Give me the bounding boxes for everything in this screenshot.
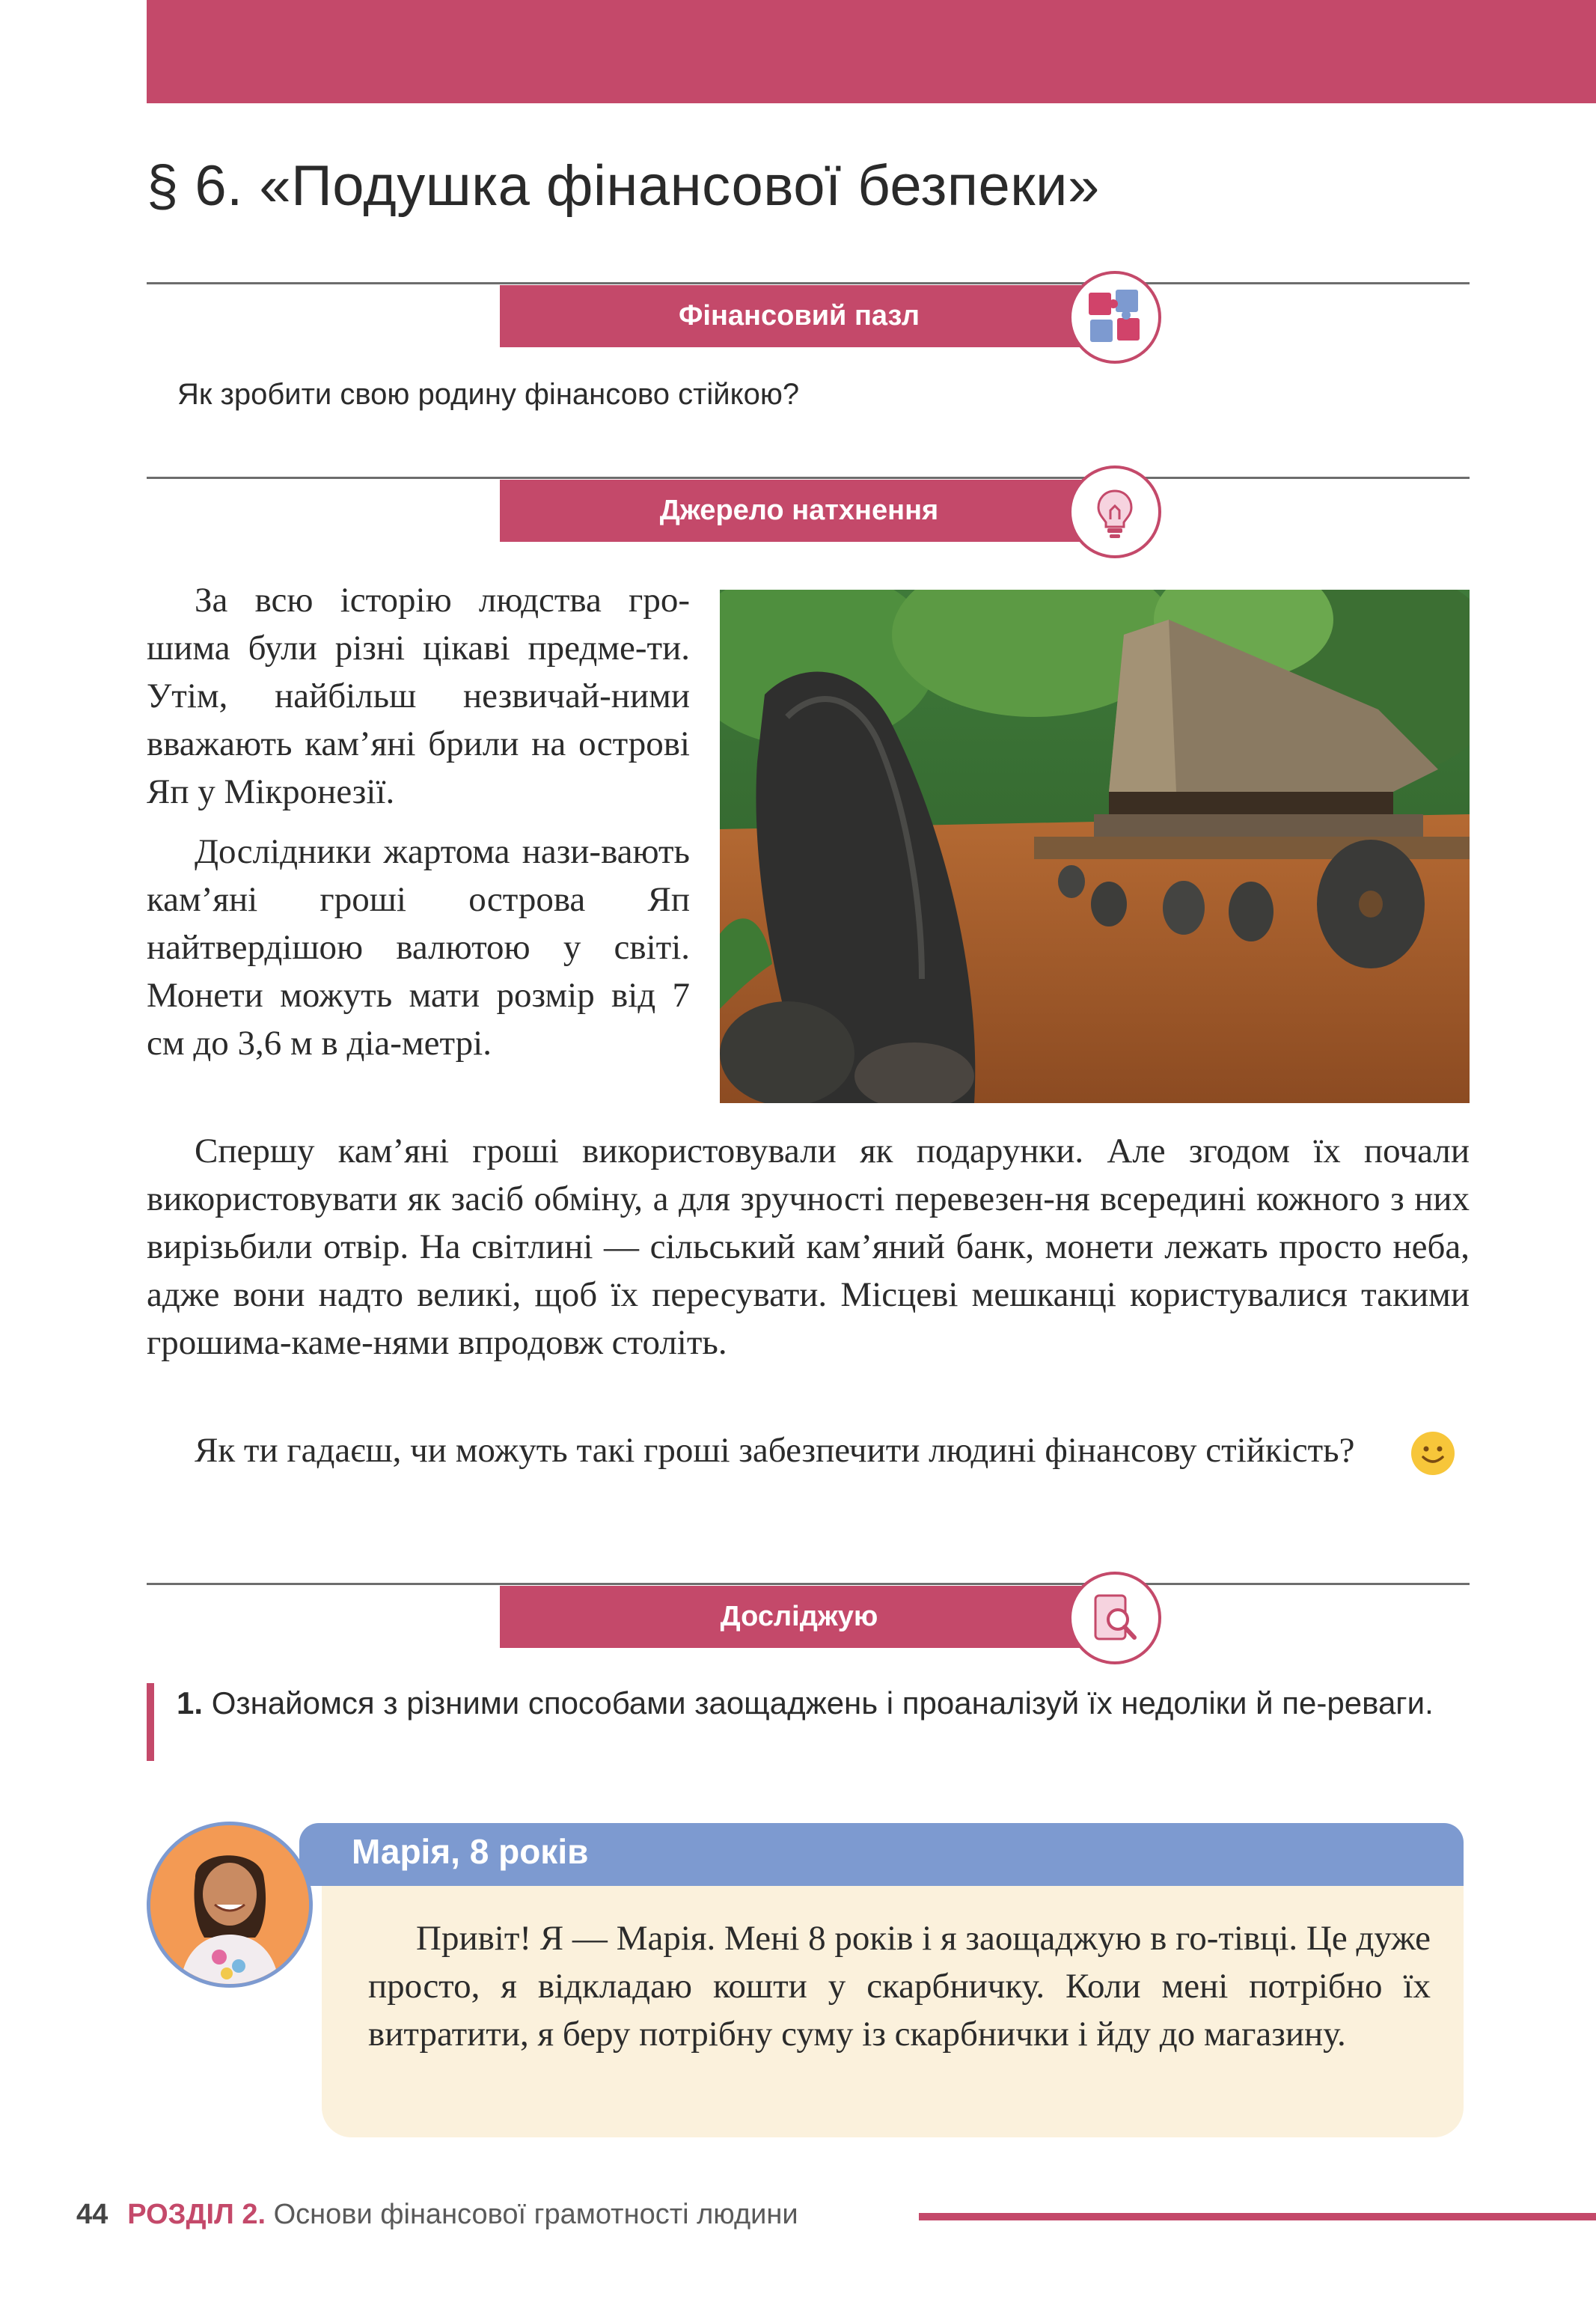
section-label: Досліджую [720, 1601, 878, 1632]
section-label: Фінансовий пазл [678, 300, 920, 332]
section-label: Джерело натхнення [659, 495, 939, 526]
section-divider [147, 282, 1470, 284]
section-header-research [500, 1586, 1098, 1648]
yap-stone-money-photo [720, 590, 1470, 1103]
section-divider [147, 477, 1470, 479]
task-number: 1. [177, 1685, 204, 1721]
lightbulb-icon [1068, 465, 1161, 558]
paragraph-4-text: Як ти гадаєш, чи можуть такі гроші забезпечити людині фінансову стійкість? [195, 1431, 1355, 1470]
page-title: § 6. «Подушка фінансової безпеки» [147, 154, 1100, 218]
paragraph-2: Дослідники жартома нази-вають кам’яні гроші острова Яп найтвердішою валютою у світі. Монети можуть мати розмір від 7 см до 3,6 м в діа-метрі. [147, 832, 690, 1063]
paragraph-3: Спершу кам’яні гроші використовували як подарунки. Але згодом їх почали використовувати як засіб обміну, а для зручності перевезен-ня всередині кожного з них вирізьбили отвір. На світлині — сільський кам’яний банк, монети лежать просто неба, адже вони надто великі, щоб їх пересувати. Місцеві мешканці користувалися такими грошима-каме-нями впродовж століть. [147, 1132, 1470, 1362]
footer-accent-line [919, 2213, 1596, 2220]
page-footer [76, 2199, 798, 2231]
magnifier-tablet-icon [1068, 1572, 1161, 1664]
section-header-puzzle [500, 285, 1098, 347]
section-divider [147, 1583, 1470, 1585]
story-author: Марія, 8 років [352, 1832, 589, 1871]
top-color-band [147, 0, 1596, 103]
task-body: Ознайомся з різними способами заощаджень і проаналізуй їх недоліки й пе-реваги. [211, 1685, 1434, 1721]
avatar [147, 1822, 313, 1988]
page-number: 44 [76, 2199, 108, 2230]
task-1 [147, 1680, 1470, 1764]
paragraph-4 [147, 1426, 1470, 1477]
chapter-title: Основи фінансової грамотності людини [273, 2199, 798, 2230]
puzzle-question: Як зробити свою родину фінансово стійкою? [177, 378, 800, 411]
chapter-label: РОЗДІЛ 2. [127, 2199, 266, 2230]
task-marker [147, 1683, 154, 1761]
paragraph-1: За всю історію людства гро-шима були різні цікаві предме-ти. Утім, найбільш незвичай-ними вважають кам’яні брили на острові Яп у Мікронезії. [147, 581, 690, 811]
section-header-inspiration [500, 480, 1098, 542]
story-text: Привіт! Я — Марія. Мені 8 років і я заощаджую в го-тівці. Це дуже просто, я відкладаю кошти у скарбничку. Коли мені потрібно їх витратити, я беру потрібну суму із скарбнички і йду до магазину. [368, 1919, 1431, 2054]
puzzle-icon [1068, 271, 1161, 364]
task-text [177, 1680, 1470, 1727]
smiley-icon [1362, 1430, 1408, 1477]
